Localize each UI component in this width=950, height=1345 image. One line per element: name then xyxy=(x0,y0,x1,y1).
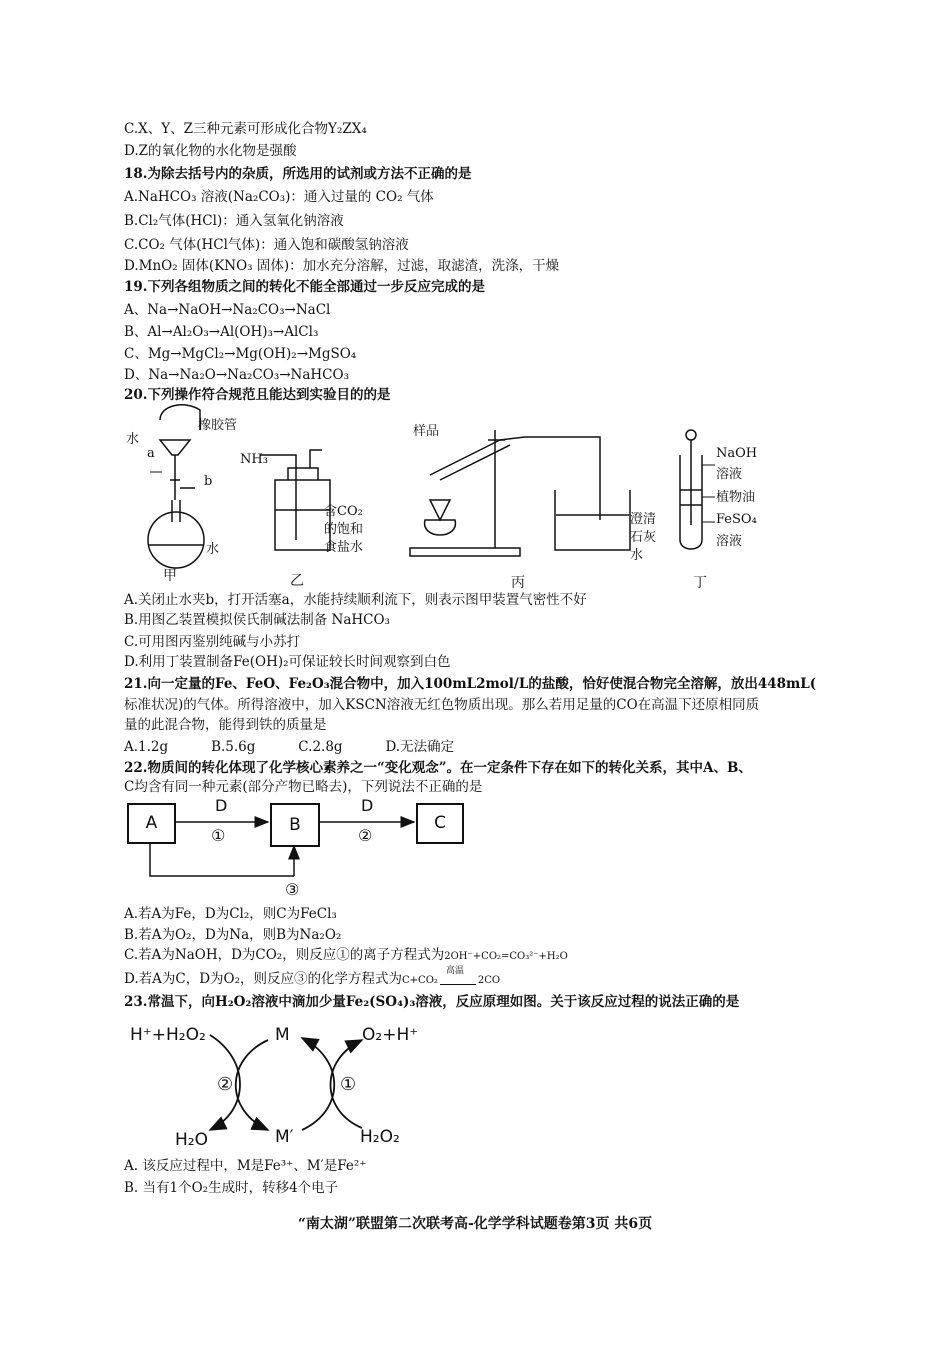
label-h-plus-h2o2: H⁺+H₂O₂ xyxy=(130,1025,206,1045)
option-20d: D.利用丁装置制备Fe(OH)₂可保证较长时间观察到白色 xyxy=(124,654,451,670)
option-17c: C.X、Y、Z三种元素可形成化合物Y₂ZX₄ xyxy=(124,121,367,137)
node-c: C xyxy=(416,803,464,844)
option-22a: A.若A为Fe，D为Cl₂，则C为FeCl₃ xyxy=(124,906,337,922)
question-22-line1: 22.物质间的转化体现了化学核心素养之一“变化观念”。在一定条件下存在如下的转化关系，其中A、B、 xyxy=(124,760,752,776)
reagent-d-1: D xyxy=(215,796,228,815)
page-footer: “南太湖”联盟第二次联考高-化学学科试题卷第3页 共6页 xyxy=(297,1216,653,1232)
fig-bing-sample-label: 样品 xyxy=(413,424,440,439)
fig-jia-a-label: a xyxy=(147,446,155,461)
question-20: 20.下列操作符合规范且能达到实验目的的是 xyxy=(124,387,391,403)
option-22d-eq-left: C+CO₂ xyxy=(402,975,438,986)
reaction-3-label: ③ xyxy=(285,880,300,899)
option-19d: D、Na→Na₂O→Na₂CO₃→NaHCO₃ xyxy=(124,367,349,383)
question-21-line3: 量的此混合物，能得到铁的质量是 xyxy=(124,717,327,733)
fig-jia-b-label: b xyxy=(204,474,213,489)
option-18c: C.CO₂ 气体(HCl气体)：通入饱和碳酸氢钠溶液 xyxy=(124,237,409,253)
node-a: A xyxy=(127,803,176,844)
option-19b: B、Al→Al₂O₃→Al(OH)₃→AlCl₃ xyxy=(124,324,319,340)
option-23a: A. 该反应过程中，M是Fe³⁺、M′是Fe²⁺ xyxy=(124,1158,367,1174)
label-o2-h-plus: O₂+H⁺ xyxy=(362,1025,419,1045)
question-21-line1: 21.向一定量的Fe、FeO、Fe₂O₃混合物中，加入100mL2mol/L的盐酸，恰好使混合物完全溶解，放出448mL( xyxy=(124,676,817,692)
fig-jia-water2-label: 水 xyxy=(206,542,220,557)
option-20b: B.用图乙装置模拟侯氏制碱法制备 NaHCO₃ xyxy=(124,612,390,628)
fig-yi-sol3-label: 食盐水 xyxy=(324,540,364,555)
label-step-1: ① xyxy=(340,1074,357,1095)
question-18: 18.为除去括号内的杂质，所选用的试剂或方法不正确的是 xyxy=(124,166,472,182)
fig-yi-nh3-label: NH₃ xyxy=(240,452,268,467)
fig-ding-caption: 丁 xyxy=(693,575,707,591)
fig-jia-caption: 甲 xyxy=(163,568,177,584)
fig-bing-caption: 丙 xyxy=(511,575,525,591)
label-m-prime: M′ xyxy=(275,1127,294,1147)
fig-ding-naoh1-label: NaOH xyxy=(716,446,758,461)
fig-jia-rubber-tube-label: 橡胶管 xyxy=(198,418,238,433)
option-18d: D.MnO₂ 固体(KNO₃ 固体)：加水充分溶解，过滤，取滤渣，洗涤，干燥 xyxy=(124,258,560,274)
option-23b: B. 当有1个O₂生成时，转移4个电子 xyxy=(124,1180,339,1196)
option-22c-text: C.若A为NaOH，D为CO₂，则反应①的离子方程式为 xyxy=(124,947,445,963)
option-19a: A、Na→NaOH→Na₂CO₃→NaCl xyxy=(124,302,331,318)
question-23: 23.常温下，向H₂O₂溶液中滴加少量Fe₂(SO₄)₃溶液，反应原理如图。关于该反应过程的说法正确的是 xyxy=(124,994,740,1010)
option-20a: A.关闭止水夹b，打开活塞a，水能持续顺利流下，则表示图甲装置气密性不好 xyxy=(124,592,587,608)
label-step-2: ② xyxy=(217,1074,234,1095)
option-22b: B.若A为O₂，D为Na，则B为Na₂O₂ xyxy=(124,927,342,943)
fig-ding-feso4-1-label: FeSO₄ xyxy=(716,512,757,527)
label-m: M xyxy=(275,1025,290,1045)
option-22d-condition: 高温 xyxy=(445,966,464,976)
node-b: B xyxy=(270,803,320,847)
option-22c-equation: 2OH⁻+CO₂=CO₃²⁻+H₂O xyxy=(444,951,568,962)
label-h2o: H₂O xyxy=(175,1130,208,1150)
reaction-2-label: ② xyxy=(358,826,373,845)
fig-yi-sol1-label: 含CO₂ xyxy=(324,504,363,519)
fig-bing-lime2-label: 石灰 xyxy=(630,530,657,545)
fig-bing-lime1-label: 澄清 xyxy=(630,512,657,527)
option-22d-text: D.若A为C，D为O₂，则反应③的化学方程式为 xyxy=(124,971,403,987)
option-18a: A.NaHCO₃ 溶液(Na₂CO₃)：通入过量的 CO₂ 气体 xyxy=(124,189,434,205)
reagent-d-2: D xyxy=(361,796,374,815)
option-17d: D.Z的氧化物的水化物是强酸 xyxy=(124,143,297,159)
option-18b: B.Cl₂气体(HCl)：通入氢氧化钠溶液 xyxy=(124,213,344,229)
label-h2o2: H₂O₂ xyxy=(360,1127,400,1147)
question-21-line2: 标准状况)的气体。所得溶液中，加入KSCN溶液无红色物质出现。那么若用足量的CO在高温下还原相同质 xyxy=(124,697,760,713)
option-19c: C、Mg→MgCl₂→Mg(OH)₂→MgSO₄ xyxy=(124,346,357,362)
question-22-line2: C均含有同一种元素(部分产物已略去)，下列说法不正确的是 xyxy=(124,779,483,795)
reaction-1-label: ① xyxy=(211,826,226,845)
fig-bing-lime3-label: 水 xyxy=(630,548,644,563)
fig-jia-water-label: 水 xyxy=(126,432,140,447)
option-22d-eq-right: 2CO xyxy=(477,975,501,986)
options-21: A.1.2g B.5.6g C.2.8g D.无法确定 xyxy=(124,739,455,755)
fig-ding-feso4-2-label: 溶液 xyxy=(716,534,743,549)
question-19: 19.下列各组物质之间的转化不能全部通过一步反应完成的是 xyxy=(124,279,485,295)
fig-yi-caption: 乙 xyxy=(290,573,304,589)
fig-yi-sol2-label: 的饱和 xyxy=(324,522,364,537)
option-20c: C.可用图丙鉴别纯碱与小苏打 xyxy=(124,634,301,650)
fig-ding-oil-label: 植物油 xyxy=(716,490,756,505)
fig-ding-naoh2-label: 溶液 xyxy=(716,467,743,482)
